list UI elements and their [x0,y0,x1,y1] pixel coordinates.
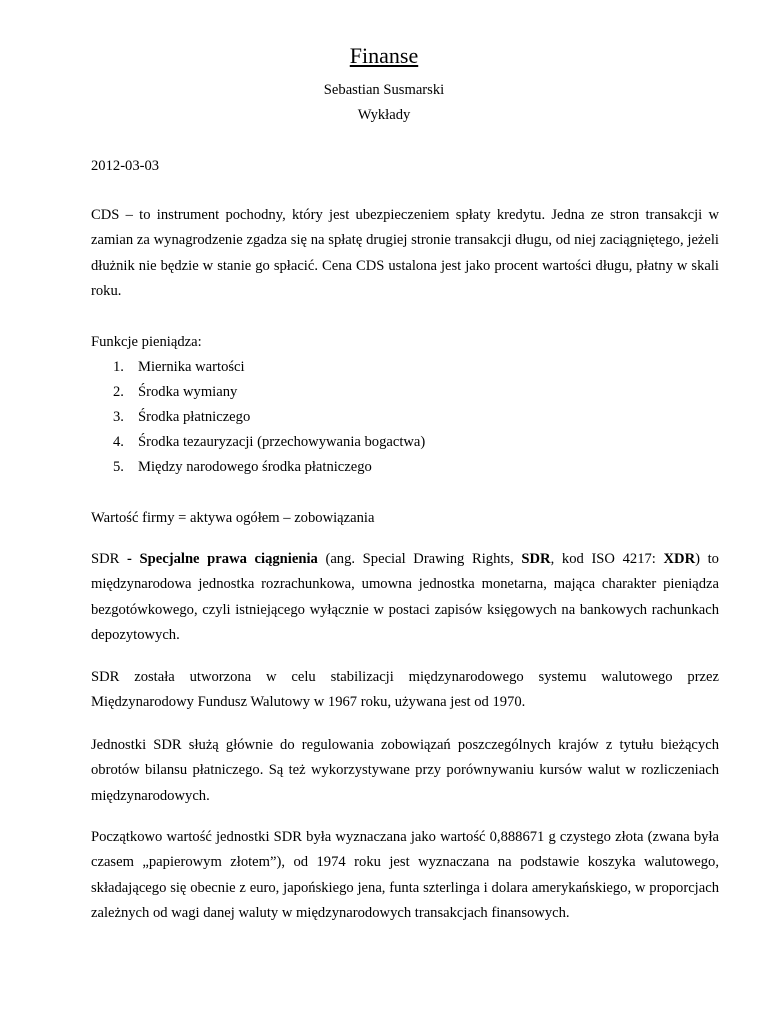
list-item-text: Środka tezauryzacji (przechowywania bogactwa) [138,434,426,450]
list-item [91,355,719,380]
cds-paragraph: CDS – to instrument pochodny, który jest ubezpieczeniem spłaty kredytu. Jedna ze stron transakcji w zamian za wynagrodzenie zgadza się na spłatę drugiej stronie transakcji długu, od niej zaciągniętego, jeżeli dłużnik nie będzie w stanie go spłacić. Cena CDS ustalona jest jako procent wartości długu, płatny w skali roku. [91,207,719,299]
list-number: 4. [113,434,124,450]
document-subtitle: Wykłady [357,107,411,123]
sdr-dash: - [119,551,140,567]
sdr-iso-code: XDR [663,551,696,567]
author-name: Sebastian Susmarski [323,82,445,98]
list-item [91,380,719,405]
sdr-definition-paragraph [91,547,719,648]
list-item [91,430,719,455]
firm-value-formula: Wartość firmy = aktywa ogółem – zobowiązania [91,510,375,526]
list-item [91,405,719,430]
list-number: 3. [113,409,124,425]
functions-heading: Funkcje pieniądza: [91,334,202,350]
sdr-value-paragraph: Początkowo wartość jednostki SDR była wyznaczana jako wartość 0,888671 g czystego złota (zwana była czasem „papierowym złotem”), od 1974 roku jest wyznaczana na podstawie koszyka walutowego, składającego się obecnie z euro, japońskiego jena, funta szterlinga i dolara amerykańskiego, w proporcjach zależnych od wagi danej waluty w międzynarodowych transakcjach finansowych. [91,829,719,921]
sdr-abbr-bold: SDR [521,551,551,567]
document-title: Finanse [349,43,419,68]
list-item-text: Miernika wartości [138,359,245,375]
list-number: 2. [113,384,124,400]
sdr-creation-paragraph: SDR została utworzona w celu stabilizacji międzynarodowego systemu walutowego przez Międzynarodowy Fundusz Walutowy w 1967 roku, używana jest od 1970. [91,669,719,711]
list-item [91,455,719,480]
sdr-text-part1: (ang. Special Drawing Rights, [317,551,522,567]
list-item-text: Między narodowego środka płatniczego [138,459,372,475]
sdr-name: Specjalne prawa ciągnienia [139,551,318,567]
sdr-units-paragraph: Jednostki SDR służą głównie do regulowania zobowiązań poszczególnych krajów z tytułu bieżących obrotów bilansu płatniczego. Są też wykorzystywane przy porównywaniu kursów walut w rozliczeniach międzynarodowych. [91,737,719,804]
list-item-text: Środka wymiany [138,384,238,400]
lecture-date: 2012-03-03 [91,158,160,174]
list-number: 5. [113,459,124,475]
sdr-text-part2: , kod ISO 4217: [550,551,664,567]
functions-list [91,355,719,480]
list-item-text: Środka płatniczego [138,409,251,425]
sdr-text-part3: ) to międzynarodowa jednostka rozrachunkowa, umowna jednostka monetarna, mająca charakter pieniądza bezgotówkowego, czyli istniejącego wyłącznie w postaci zapisów księgowych na bankowych rachunkach depozytowych. [91,551,719,643]
sdr-abbr: SDR [91,551,120,567]
list-number: 1. [113,359,124,375]
